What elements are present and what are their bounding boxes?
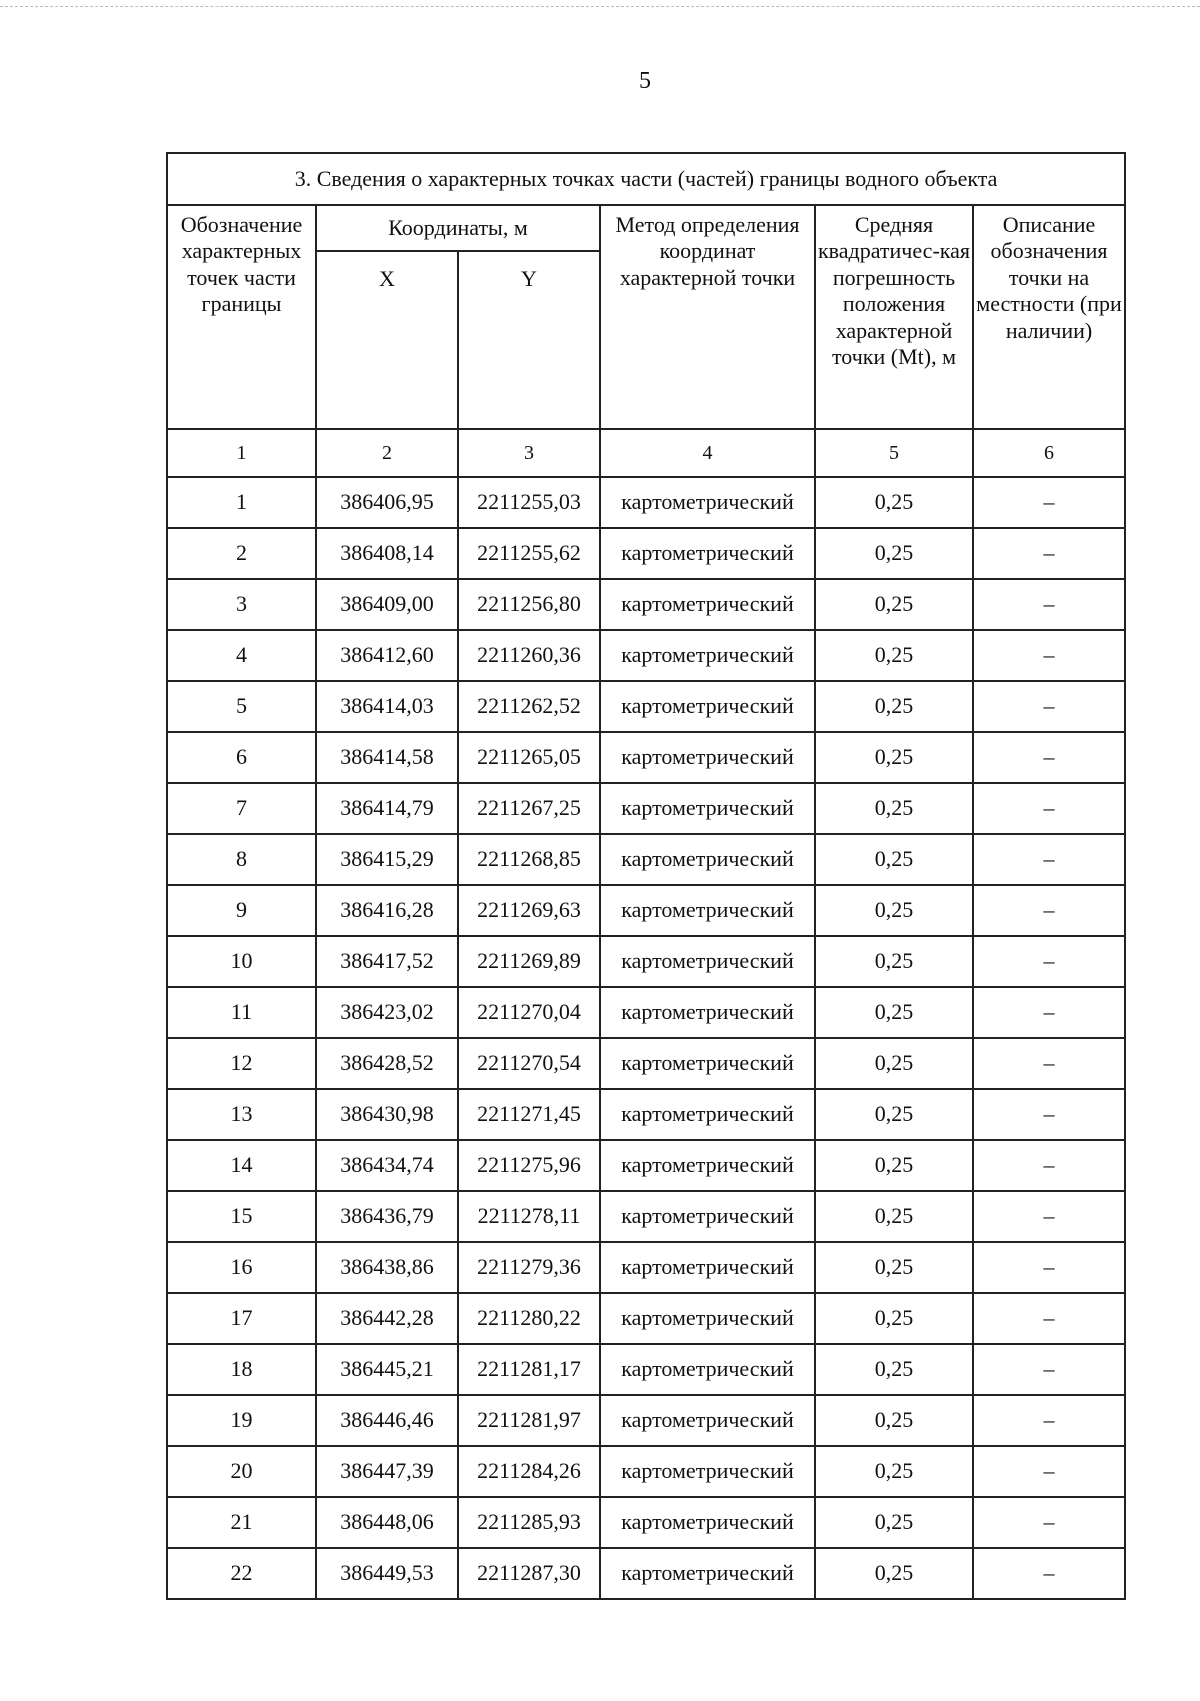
method-cell: картометрический — [600, 936, 815, 987]
description-cell: – — [973, 885, 1125, 936]
description-cell: – — [973, 1242, 1125, 1293]
table-row — [167, 579, 1125, 630]
point-number-cell: 19 — [167, 1395, 316, 1446]
method-cell: картометрический — [600, 477, 815, 528]
method-cell: картометрический — [600, 732, 815, 783]
accuracy-cell: 0,25 — [815, 579, 973, 630]
header-point: Обозначение характерных точек части границы — [167, 205, 316, 429]
point-number-cell: 8 — [167, 834, 316, 885]
y-coordinate-cell: 2211269,89 — [458, 936, 600, 987]
accuracy-cell: 0,25 — [815, 1293, 973, 1344]
header-coords: Координаты, м — [316, 205, 600, 251]
header-accuracy: Средняя квадратичес-кая погрешность положения характерной точки (Mt), м — [815, 205, 973, 429]
header-row-1 — [167, 205, 1125, 251]
table-row — [167, 1038, 1125, 1089]
method-cell: картометрический — [600, 1038, 815, 1089]
x-coordinate-cell: 386428,52 — [316, 1038, 458, 1089]
point-number-cell: 7 — [167, 783, 316, 834]
point-number-cell: 17 — [167, 1293, 316, 1344]
x-coordinate-cell: 386445,21 — [316, 1344, 458, 1395]
description-cell: – — [973, 1191, 1125, 1242]
header-method: Метод определения координат характерной точки — [600, 205, 815, 429]
point-number-cell: 22 — [167, 1548, 316, 1599]
x-coordinate-cell: 386434,74 — [316, 1140, 458, 1191]
y-coordinate-cell: 2211280,22 — [458, 1293, 600, 1344]
point-number-cell: 10 — [167, 936, 316, 987]
column-number: 6 — [973, 429, 1125, 477]
y-coordinate-cell: 2211271,45 — [458, 1089, 600, 1140]
description-cell: – — [973, 783, 1125, 834]
description-cell: – — [973, 528, 1125, 579]
table-row — [167, 1242, 1125, 1293]
accuracy-cell: 0,25 — [815, 1242, 973, 1293]
point-number-cell: 9 — [167, 885, 316, 936]
table-row — [167, 528, 1125, 579]
x-coordinate-cell: 386436,79 — [316, 1191, 458, 1242]
table-row — [167, 1344, 1125, 1395]
table-row — [167, 1497, 1125, 1548]
description-cell: – — [973, 1344, 1125, 1395]
x-coordinate-cell: 386438,86 — [316, 1242, 458, 1293]
y-coordinate-cell: 2211260,36 — [458, 630, 600, 681]
method-cell: картометрический — [600, 1191, 815, 1242]
table-row — [167, 783, 1125, 834]
point-number-cell: 16 — [167, 1242, 316, 1293]
point-number-cell: 13 — [167, 1089, 316, 1140]
method-cell: картометрический — [600, 681, 815, 732]
scan-edge-line — [0, 6, 1200, 7]
description-cell: – — [973, 477, 1125, 528]
y-coordinate-cell: 2211279,36 — [458, 1242, 600, 1293]
point-number-cell: 3 — [167, 579, 316, 630]
header-y: Y — [458, 251, 600, 429]
table-row — [167, 1191, 1125, 1242]
accuracy-cell: 0,25 — [815, 528, 973, 579]
x-coordinate-cell: 386414,79 — [316, 783, 458, 834]
accuracy-cell: 0,25 — [815, 1344, 973, 1395]
table-row — [167, 1548, 1125, 1599]
table-row — [167, 1395, 1125, 1446]
description-cell: – — [973, 987, 1125, 1038]
y-coordinate-cell: 2211284,26 — [458, 1446, 600, 1497]
x-coordinate-cell: 386406,95 — [316, 477, 458, 528]
x-coordinate-cell: 386423,02 — [316, 987, 458, 1038]
description-cell: – — [973, 936, 1125, 987]
method-cell: картометрический — [600, 1395, 815, 1446]
table-row — [167, 477, 1125, 528]
description-cell: – — [973, 834, 1125, 885]
accuracy-cell: 0,25 — [815, 630, 973, 681]
accuracy-cell: 0,25 — [815, 681, 973, 732]
description-cell: – — [973, 681, 1125, 732]
table-row — [167, 630, 1125, 681]
page-number: 5 — [639, 68, 651, 94]
accuracy-cell: 0,25 — [815, 732, 973, 783]
accuracy-cell: 0,25 — [815, 936, 973, 987]
table-row — [167, 681, 1125, 732]
boundary-points-table — [166, 152, 1126, 1600]
accuracy-cell: 0,25 — [815, 1191, 973, 1242]
x-coordinate-cell: 386442,28 — [316, 1293, 458, 1344]
point-number-cell: 4 — [167, 630, 316, 681]
accuracy-cell: 0,25 — [815, 783, 973, 834]
description-cell: – — [973, 579, 1125, 630]
point-number-cell: 11 — [167, 987, 316, 1038]
accuracy-cell: 0,25 — [815, 1395, 973, 1446]
description-cell: – — [973, 1089, 1125, 1140]
x-coordinate-cell: 386408,14 — [316, 528, 458, 579]
method-cell: картометрический — [600, 1242, 815, 1293]
accuracy-cell: 0,25 — [815, 1038, 973, 1089]
method-cell: картометрический — [600, 1497, 815, 1548]
method-cell: картометрический — [600, 1089, 815, 1140]
x-coordinate-cell: 386409,00 — [316, 579, 458, 630]
column-number: 1 — [167, 429, 316, 477]
point-number-cell: 5 — [167, 681, 316, 732]
table-row — [167, 885, 1125, 936]
y-coordinate-cell: 2211256,80 — [458, 579, 600, 630]
y-coordinate-cell: 2211262,52 — [458, 681, 600, 732]
point-number-cell: 18 — [167, 1344, 316, 1395]
x-coordinate-cell: 386430,98 — [316, 1089, 458, 1140]
table-row — [167, 936, 1125, 987]
table-caption-row — [167, 153, 1125, 205]
accuracy-cell: 0,25 — [815, 477, 973, 528]
description-cell: – — [973, 1140, 1125, 1191]
method-cell: картометрический — [600, 579, 815, 630]
y-coordinate-cell: 2211255,03 — [458, 477, 600, 528]
description-cell: – — [973, 732, 1125, 783]
accuracy-cell: 0,25 — [815, 1497, 973, 1548]
y-coordinate-cell: 2211265,05 — [458, 732, 600, 783]
accuracy-cell: 0,25 — [815, 885, 973, 936]
table-row — [167, 1140, 1125, 1191]
table-body — [167, 477, 1125, 1599]
section-title: 3. Сведения о характерных точках части (частей) границы водного объекта — [167, 153, 1125, 205]
method-cell: картометрический — [600, 834, 815, 885]
accuracy-cell: 0,25 — [815, 834, 973, 885]
accuracy-cell: 0,25 — [815, 987, 973, 1038]
table-row — [167, 834, 1125, 885]
point-number-cell: 15 — [167, 1191, 316, 1242]
accuracy-cell: 0,25 — [815, 1446, 973, 1497]
y-coordinate-cell: 2211278,11 — [458, 1191, 600, 1242]
y-coordinate-cell: 2211269,63 — [458, 885, 600, 936]
column-number-row — [167, 429, 1125, 477]
method-cell: картометрический — [600, 528, 815, 579]
y-coordinate-cell: 2211270,04 — [458, 987, 600, 1038]
x-coordinate-cell: 386414,03 — [316, 681, 458, 732]
x-coordinate-cell: 386447,39 — [316, 1446, 458, 1497]
point-number-cell: 6 — [167, 732, 316, 783]
description-cell: – — [973, 1548, 1125, 1599]
y-coordinate-cell: 2211255,62 — [458, 528, 600, 579]
header-description: Описание обозначения точки на местности (при наличии) — [973, 205, 1125, 429]
description-cell: – — [973, 630, 1125, 681]
accuracy-cell: 0,25 — [815, 1089, 973, 1140]
column-number: 3 — [458, 429, 600, 477]
method-cell: картометрический — [600, 885, 815, 936]
table-row — [167, 1446, 1125, 1497]
x-coordinate-cell: 386416,28 — [316, 885, 458, 936]
description-cell: – — [973, 1497, 1125, 1548]
x-coordinate-cell: 386449,53 — [316, 1548, 458, 1599]
x-coordinate-cell: 386448,06 — [316, 1497, 458, 1548]
point-number-cell: 12 — [167, 1038, 316, 1089]
x-coordinate-cell: 386417,52 — [316, 936, 458, 987]
description-cell: – — [973, 1293, 1125, 1344]
method-cell: картометрический — [600, 1293, 815, 1344]
point-number-cell: 14 — [167, 1140, 316, 1191]
method-cell: картометрический — [600, 783, 815, 834]
accuracy-cell: 0,25 — [815, 1140, 973, 1191]
y-coordinate-cell: 2211287,30 — [458, 1548, 600, 1599]
point-number-cell: 21 — [167, 1497, 316, 1548]
method-cell: картометрический — [600, 1140, 815, 1191]
description-cell: – — [973, 1038, 1125, 1089]
table-row — [167, 1089, 1125, 1140]
y-coordinate-cell: 2211268,85 — [458, 834, 600, 885]
method-cell: картометрический — [600, 987, 815, 1038]
y-coordinate-cell: 2211281,17 — [458, 1344, 600, 1395]
table-row — [167, 1293, 1125, 1344]
point-number-cell: 20 — [167, 1446, 316, 1497]
point-number-cell: 1 — [167, 477, 316, 528]
table-row — [167, 732, 1125, 783]
y-coordinate-cell: 2211281,97 — [458, 1395, 600, 1446]
point-number-cell: 2 — [167, 528, 316, 579]
x-coordinate-cell: 386412,60 — [316, 630, 458, 681]
description-cell: – — [973, 1446, 1125, 1497]
column-number: 5 — [815, 429, 973, 477]
y-coordinate-cell: 2211285,93 — [458, 1497, 600, 1548]
column-number: 2 — [316, 429, 458, 477]
y-coordinate-cell: 2211267,25 — [458, 783, 600, 834]
y-coordinate-cell: 2211270,54 — [458, 1038, 600, 1089]
method-cell: картометрический — [600, 1344, 815, 1395]
x-coordinate-cell: 386446,46 — [316, 1395, 458, 1446]
table-row — [167, 987, 1125, 1038]
method-cell: картометрический — [600, 630, 815, 681]
x-coordinate-cell: 386415,29 — [316, 834, 458, 885]
description-cell: – — [973, 1395, 1125, 1446]
accuracy-cell: 0,25 — [815, 1548, 973, 1599]
y-coordinate-cell: 2211275,96 — [458, 1140, 600, 1191]
method-cell: картометрический — [600, 1446, 815, 1497]
method-cell: картометрический — [600, 1548, 815, 1599]
header-x: X — [316, 251, 458, 429]
column-number: 4 — [600, 429, 815, 477]
x-coordinate-cell: 386414,58 — [316, 732, 458, 783]
